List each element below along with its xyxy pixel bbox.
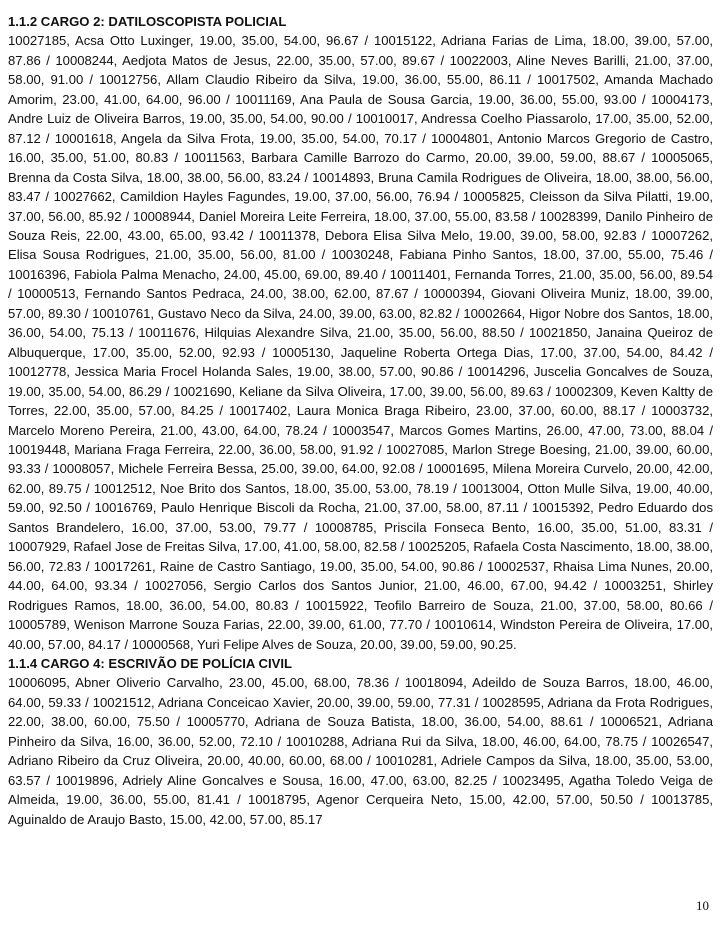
section-body-escrivao: 10006095, Abner Oliverio Carvalho, 23.00, 45.00, 68.00, 78.36 / 10018094, Adeildo de Souza Barros, 18.00, 46.00, 64.00, 59.33 / 10021512, Adriana Conceicao Xavier, 20.00, 39.00, 59.00, 77.31 / 10028595, Adriana da Frota Rodrigues, 22.00, 38.00, 60.00, 75.50 / 10005770, Adriana de Souza Batista, 18.00, 36.00, 54.00, 88.61 / 10006521, Adriana Pinheiro da Silva, 16.00, 36.00, 52.00, 72.10 / 10010288, Adriana Rui da Silva, 18.00, 46.00, 64.00, 78.75 / 10026547, Adriano Ribeiro da Cruz Oliveira, 20.00, 40.00, 60.00, 68.00 / 10010281, Adriele Campos da Silva, 18.00, 35.00, 53.00, 63.57 / 10019896, Adriely Aline Goncalves e Sousa, 16.00, 47.00, 63.00, 82.25 / 10023495, Agatha Toledo Veiga de Almeida, 19.00, 36.00, 55.00, 81.41 / 10018795, Agenor Cerqueira Neto, 15.00, 42.00, 57.00, 50.50 / 10013785, Aguinaldo de Araujo Basto, 15.00, 42.00, 57.00, 85.17 xyxy=(8,675,713,827)
page-number: 10 xyxy=(696,898,709,913)
section-heading-escrivao: 1.1.4 CARGO 4: ESCRIVÃO DE POLÍCIA CIVIL xyxy=(8,655,292,671)
document-page xyxy=(8,12,713,829)
section-heading-datiloscopista: 1.1.2 CARGO 2: DATILOSCOPISTA POLICIAL xyxy=(8,14,287,29)
section-body-datiloscopista: 10027185, Acsa Otto Luxinger, 19.00, 35.00, 54.00, 96.67 / 10015122, Adriana Farias de Lima, 18.00, 39.00, 57.00, 87.86 / 10008244, Aedjota Matos de Jesus, 22.00, 35.00, 57.00, 89.67 / 10022003, Aline Neves Barilli, 21.00, 37.00, 58.00, 91.00 / 10012756, Allam Claudio Ribeiro da Silva, 19.00, 36.00, 55.00, 86.11 / 10017502, Amanda Machado Amorim, 23.00, 41.00, 64.00, 96.00 / 10011169, Ana Paula de Sousa Garcia, 19.00, 36.00, 55.00, 93.00 / 10004173, Andre Luiz de Oliveira Barros, 19.00, 35.00, 54.00, 90.00 / 10010017, Andressa Coelho Piassarolo, 17.00, 35.00, 52.00, 87.12 / 10001618, Angela da Silva Frota, 19.00, 35.00, 54.00, 70.17 / 10004801, Antonio Marcos Gregorio de Castro, 16.00, 35.00, 51.00, 80.83 / 10011563, Barbara Camille Barrozo do Carmo, 20.00, 39.00, 59.00, 88.67 / 10005065, Brenna da Costa Silva, 18.00, 38.00, 56.00, 83.24 / 10014893, Bruna Camila Rodrigues de Oliveira, 18.00, 38.00, 56.00, 83.47 / 10027662, Camildion Hayles Fagundes, 19.00, 37.00, 56.00, 76.94 / 10005825, Cleisson da Silva Pilatti, 19.00, 37.00, 56.00, 85.92 / 10008944, Daniel Moreira Leite Ferreira, 18.00, 37.00, 55.00, 83.58 / 10028399, Danilo Pinheiro de Souza Reis, 22.00, 43.00, 65.00, 93.42 / 10011378, Debora Elisa Silva Melo, 19.00, 39.00, 58.00, 92.83 / 10007262, Elisa Sousa Rodrigues, 21.00, 35.00, 56.00, 81.00 / 10030248, Fabiana Pinho Santos, 18.00, 37.00, 55.00, 75.46 / 10016396, Fabiola Palma Menacho, 24.00, 45.00, 69.00, 89.40 / 10011401, Fernanda Torres, 21.00, 35.00, 56.00, 89.54 / 10000513, Fernando Santos Pedraca, 24.00, 38.00, 62.00, 87.67 / 10000394, Giovani Oliveira Muniz, 18.00, 39.00, 57.00, 89.30 / 10010761, Gustavo Neco da Silva, 24.00, 39.00, 63.00, 82.82 / 10002664, Higor Nobre dos Santos, 18.00, 36.00, 54.00, 75.13 / 10011676, Hilquias Alexandre Silva, 21.00, 35.00, 56.00, 88.50 / 10021850, Janaina Queiroz de Albuquerque, 17.00, 35.00, 52.00, 92.93 / 10005130, Jaqueline Roberta Ortega Dias, 17.00, 37.00, 54.00, 84.42 / 10012778, Jessica Maria Frocel Holanda Sales, 19.00, 38.00, 57.00, 90.86 / 10014296, Juscelia Goncalves de Souza, 19.00, 35.00, 54.00, 86.29 / 10021690, Keliane da Silva Oliveira, 17.00, 39.00, 56.00, 89.63 / 10002309, Keven Kaltty de Torres, 22.00, 35.00, 57.00, 84.25 / 10017402, Laura Monica Braga Ribeiro, 23.00, 37.00, 60.00, 88.17 / 10003732, Marcelo Moreno Pereira, 21.00, 43.00, 64.00, 78.24 / 10003547, Marcos Gomes Martins, 26.00, 47.00, 73.00, 88.04 / 10019448, Mariana Fraga Ferreira, 22.00, 36.00, 58.00, 91.92 / 10027085, Marlon Strege Boesing, 21.00, 39.00, 60.00, 93.33 / 10008057, Michele Ferreira Bessa, 25.00, 39.00, 64.00, 92.08 / 10001695, Milena Moreira Curvelo, 20.00, 42.00, 62.00, 89.75 / 10012512, Noe Brito dos Santos, 18.00, 35.00, 53.00, 78.19 / 10013004, Otton Mulle Silva, 19.00, 40.00, 59.00, 92.50 / 10016769, Paulo Henrique Biscoli da Rocha, 21.00, 37.00, 58.00, 87.11 / 10015392, Pedro Eduardo dos Santos Brandelero, 16.00, 37.00, 53.00, 79.77 / 10008785, Priscila Fonseca Bento, 16.00, 35.00, 51.00, 83.31 / 10007929, Rafael Jose de Freitas Silva, 17.00, 41.00, 58.00, 82.58 / 10025205, Rafaela Costa Nascimento, 18.00, 38.00, 56.00, 72.83 / 10017261, Raine de Castro Santiago, 19.00, 35.00, 54.00, 90.86 / 10002537, Rhaisa Lima Nunes, 20.00, 44.00, 64.00, 93.34 / 10027056, Sergio Carlos dos Santos Junior, 21.00, 46.00, 67.00, 94.42 / 10003251, Shirley Rodrigues Ramos, 18.00, 36.00, 54.00, 80.83 / 10015922, Teofilo Barreiro de Souza, 21.00, 37.00, 58.00, 80.66 / 10005789, Wenison Marrone Souza Farias, 22.00, 39.00, 61.00, 77.70 / 10010614, Windston Pereira de Oliveira, 17.00, 40.00, 57.00, 84.17 / 10000568, Yuri Felipe Alves de Souza, 20.00, 39.00, 59.00, 90.25. xyxy=(8,33,713,652)
